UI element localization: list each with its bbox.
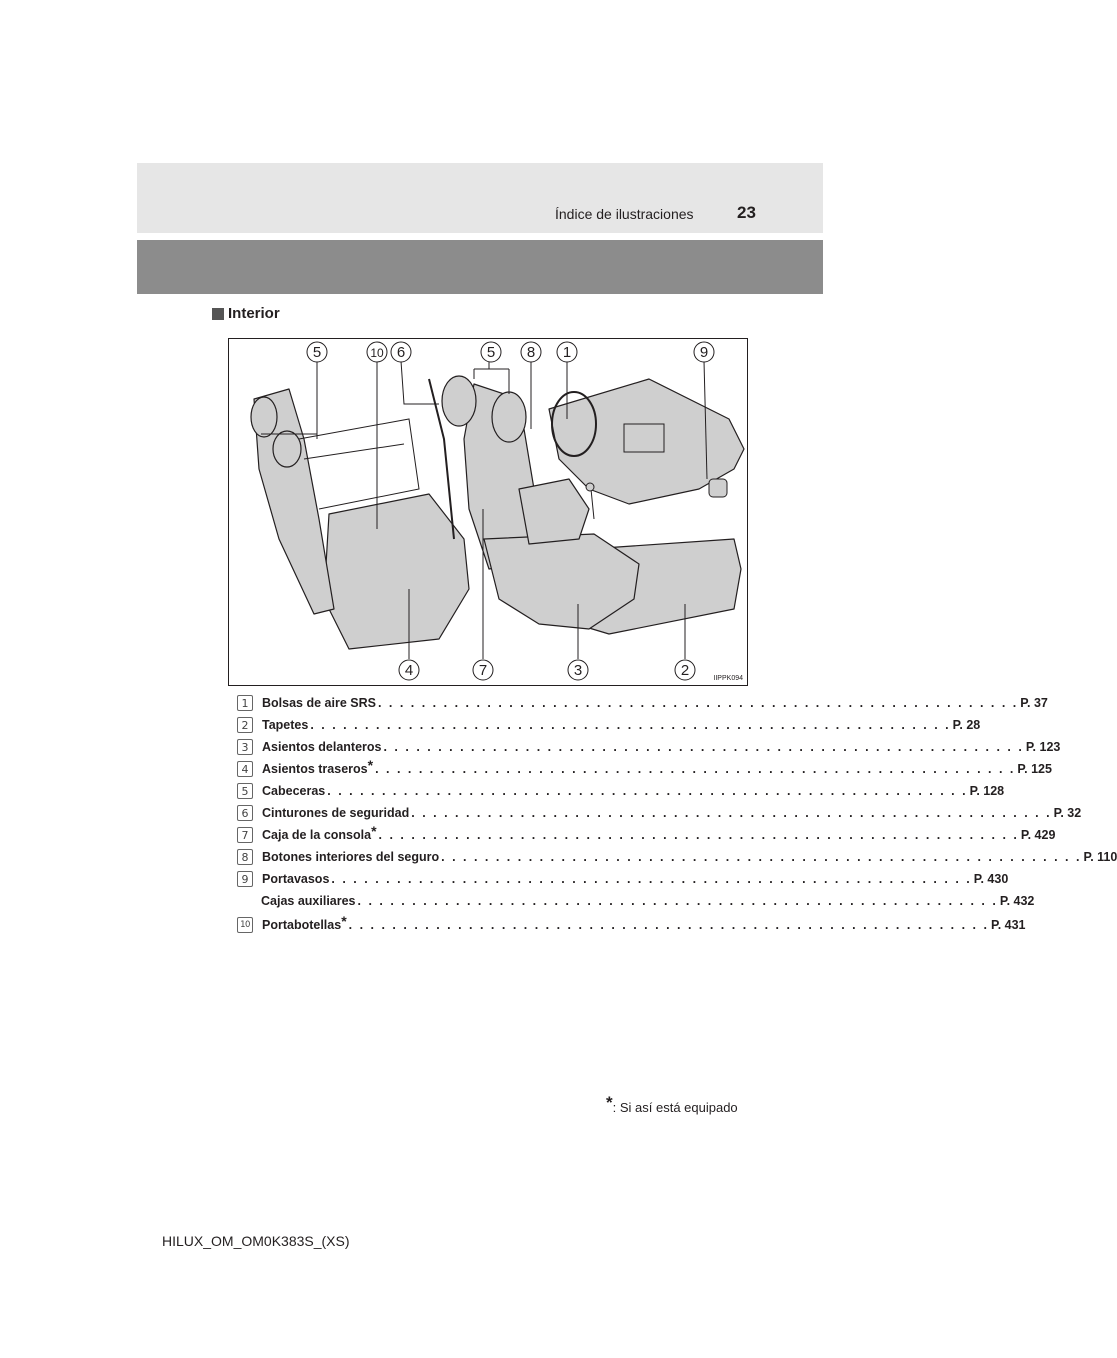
rear-seat-cushion xyxy=(324,494,469,649)
rear-headrest-2 xyxy=(273,431,301,467)
list-item xyxy=(237,692,1048,714)
page-reference: P. 429 xyxy=(1020,828,1056,842)
list-item xyxy=(237,890,1035,912)
list-item xyxy=(237,802,1082,824)
asterisk: * xyxy=(371,822,377,839)
callout-top-1 xyxy=(307,342,327,362)
callout-label: 7 xyxy=(478,662,488,679)
page-reference: P. 125 xyxy=(1017,762,1052,776)
callout-top-5 xyxy=(521,342,541,362)
callout-label: 4 xyxy=(404,662,414,679)
item-label: Cinturones de seguridad xyxy=(262,806,410,820)
section-title: Índice de ilustraciones xyxy=(555,206,694,222)
asterisk: * xyxy=(367,756,374,773)
callout-bottom-1 xyxy=(399,660,419,680)
callout-top-7 xyxy=(694,342,714,362)
callout-label: 5 xyxy=(312,344,322,361)
header-band-dark xyxy=(137,240,823,294)
callout-label: 5 xyxy=(486,344,496,361)
list-item xyxy=(237,868,1009,890)
heading-text: Interior xyxy=(228,305,280,322)
page-reference: P. 32 xyxy=(1053,806,1082,820)
dot-leader: . . . . . . . . . . . . . . . . . . . . . . . . . . . . . . . . . . . . . . . . . . . . . . . . . . . . . . . . . . . xyxy=(310,718,951,732)
item-number: 4 xyxy=(237,761,253,777)
page-reference: P. 123 xyxy=(1025,740,1061,754)
item-label: Botones interiores del seguro xyxy=(262,850,440,864)
page-reference: P. 110 xyxy=(1083,850,1117,864)
interior-illustration xyxy=(228,338,748,686)
list-item xyxy=(237,736,1061,758)
asterisk: * xyxy=(341,912,347,929)
footnote xyxy=(606,1093,738,1117)
callout-label: 6 xyxy=(396,344,406,361)
dot-leader: . . . . . . . . . . . . . . . . . . . . . . . . . . . . . . . . . . . . . . . . . . . . . . . . . . . . . . . . . . . xyxy=(357,894,998,908)
item-number: 7 xyxy=(237,827,253,843)
callout-top-3 xyxy=(391,342,411,362)
square-bullet-icon xyxy=(212,308,224,320)
item-number: 2 xyxy=(237,717,253,733)
callout-top-4 xyxy=(481,342,501,362)
document-code: HILUX_OM_OM0K383S_(XS) xyxy=(162,1233,350,1249)
page-reference: P. 432 xyxy=(999,894,1035,908)
page-reference: P. 37 xyxy=(1020,696,1048,710)
callout-label: 10 xyxy=(370,346,384,360)
list-item xyxy=(237,912,1026,936)
section-heading xyxy=(212,305,280,322)
callout-label: 2 xyxy=(680,662,690,679)
list-item xyxy=(237,714,981,736)
callout-label: 9 xyxy=(699,344,709,361)
item-label: Asientos delanteros xyxy=(262,740,382,754)
dot-leader: . . . . . . . . . . . . . . . . . . . . . . . . . . . . . . . . . . . . . . . . . . . . . . . . . . . . . . . . . . . xyxy=(378,828,1019,842)
footnote-text: : Si así está equipado xyxy=(612,1100,738,1115)
list-item xyxy=(237,846,1117,868)
dot-leader: . . . . . . . . . . . . . . . . . . . . . . . . . . . . . . . . . . . . . . . . . . . . . . . . . . . . . . . . . . . xyxy=(441,850,1082,864)
callout-bottom-2 xyxy=(473,660,493,680)
callout-top-6 xyxy=(557,342,577,362)
item-label: Cabeceras xyxy=(262,784,326,798)
dot-leader: . . . . . . . . . . . . . . . . . . . . . . . . . . . . . . . . . . . . . . . . . . . . . . . . . . . . . . . . . . . xyxy=(377,696,1019,710)
item-label: Asientos traseros* xyxy=(262,756,374,776)
callout-label: 3 xyxy=(573,662,583,679)
dot-leader: . . . . . . . . . . . . . . . . . . . . . . . . . . . . . . . . . . . . . . . . . . . . . . . . . . . . . . . . . . . xyxy=(383,740,1024,754)
item-number: 10 xyxy=(237,917,253,933)
item-label: Caja de la consola* xyxy=(262,822,377,842)
dot-leader: . . . . . . . . . . . . . . . . . . . . . . . . . . . . . . . . . . . . . . . . . . . . . . . . . . . . . . . . . . . xyxy=(411,806,1052,820)
callout-bottom-4 xyxy=(675,660,695,680)
item-label: Portavasos xyxy=(262,872,330,886)
item-number: 5 xyxy=(237,783,253,799)
item-number: 1 xyxy=(237,695,253,711)
front-headrest-2 xyxy=(492,392,526,442)
driver-seat xyxy=(519,479,589,544)
page-reference: P. 431 xyxy=(990,918,1026,932)
item-number: 6 xyxy=(237,805,253,821)
dot-leader: . . . . . . . . . . . . . . . . . . . . . . . . . . . . . . . . . . . . . . . . . . . . . . . . . . . . . . . . . . . xyxy=(348,918,989,932)
item-label: Tapetes xyxy=(262,718,309,732)
rear-headrest xyxy=(251,397,277,437)
dot-leader: . . . . . . . . . . . . . . . . . . . . . . . . . . . . . . . . . . . . . . . . . . . . . . . . . . . . . . . . . . . xyxy=(327,784,968,798)
item-label: Bolsas de aire SRS xyxy=(262,696,376,710)
page-reference: P. 28 xyxy=(952,718,981,732)
callout-label: 8 xyxy=(526,344,536,361)
item-label: Cajas auxiliares xyxy=(261,894,356,908)
page-number: 23 xyxy=(737,203,756,222)
figure-code: IIPPK094 xyxy=(713,675,743,682)
page-reference: P. 128 xyxy=(969,784,1005,798)
interior-drawing xyxy=(229,339,749,687)
page-reference: P. 430 xyxy=(973,872,1009,886)
front-headrest xyxy=(442,376,476,426)
list-item xyxy=(237,822,1056,846)
callout-top-2 xyxy=(367,342,387,362)
header-band-light xyxy=(137,163,823,233)
footnote-asterisk: * xyxy=(606,1093,613,1112)
list-item xyxy=(237,780,1005,802)
callout-label: 1 xyxy=(562,344,572,361)
callout-bottom-3 xyxy=(568,660,588,680)
item-number: 8 xyxy=(237,849,253,865)
list-item xyxy=(237,756,1052,780)
dot-leader: . . . . . . . . . . . . . . . . . . . . . . . . . . . . . . . . . . . . . . . . . . . . . . . . . . . . . . . . . . . xyxy=(375,762,1016,776)
item-number: 3 xyxy=(237,739,253,755)
dot-leader: . . . . . . . . . . . . . . . . . . . . . . . . . . . . . . . . . . . . . . . . . . . . . . . . . . . . . . . . . . . xyxy=(331,872,972,886)
item-label: Portabotellas* xyxy=(262,912,347,932)
item-number: 9 xyxy=(237,871,253,887)
